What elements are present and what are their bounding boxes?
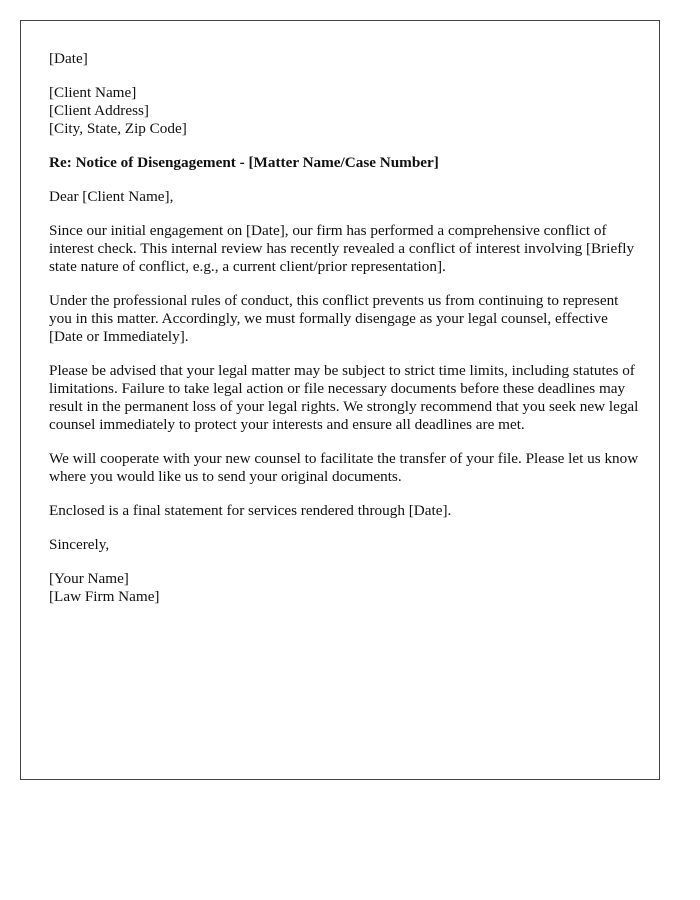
letter-body (49, 50, 639, 622)
recipient-address: [Client Address] (49, 102, 149, 119)
signature-firm: [Law Firm Name] (49, 588, 160, 605)
signature-block (49, 570, 639, 606)
recipient-name: [Client Name] (49, 84, 137, 101)
closing: Sincerely, (49, 536, 110, 553)
letter-date: [Date] (49, 50, 88, 67)
paragraph-engagement: Since our initial engagement on [Date], our firm has performed a comprehensive conflict of interest check. This internal review has recently revealed a conflict of interest involving [Briefly state nature of conflict, e.g., a current client/prior representation]. (49, 222, 635, 275)
subject-line: Re: Notice of Disengagement - [Matter Name/Case Number] (49, 154, 439, 171)
paragraph-disengagement: Under the professional rules of conduct, this conflict prevents us from continuing to represent you in this matter. Accordingly, we must formally disengage as your legal counsel, effective [Date or Immediately]. (49, 292, 619, 345)
signature-name: [Your Name] (49, 570, 129, 587)
salutation: Dear [Client Name], (49, 188, 174, 205)
paragraph-file-transfer: We will cooperate with your new counsel to facilitate the transfer of your file. Please let us know where you would like us to send your original documents. (49, 450, 639, 485)
paragraph-final-statement: Enclosed is a final statement for services rendered through [Date]. (49, 502, 452, 519)
recipient-block (49, 84, 639, 138)
paragraph-time-limits: Please be advised that your legal matter may be subject to strict time limits, including statutes of limitations. Failure to take legal action or file necessary documents before these deadlines may result in the permanent loss of your legal rights. We strongly recommend that you seek new legal counsel immediately to protect your interests and ensure all deadlines are met. (49, 362, 639, 433)
letter-page (20, 20, 660, 780)
recipient-city-state-zip: [City, State, Zip Code] (49, 120, 187, 137)
